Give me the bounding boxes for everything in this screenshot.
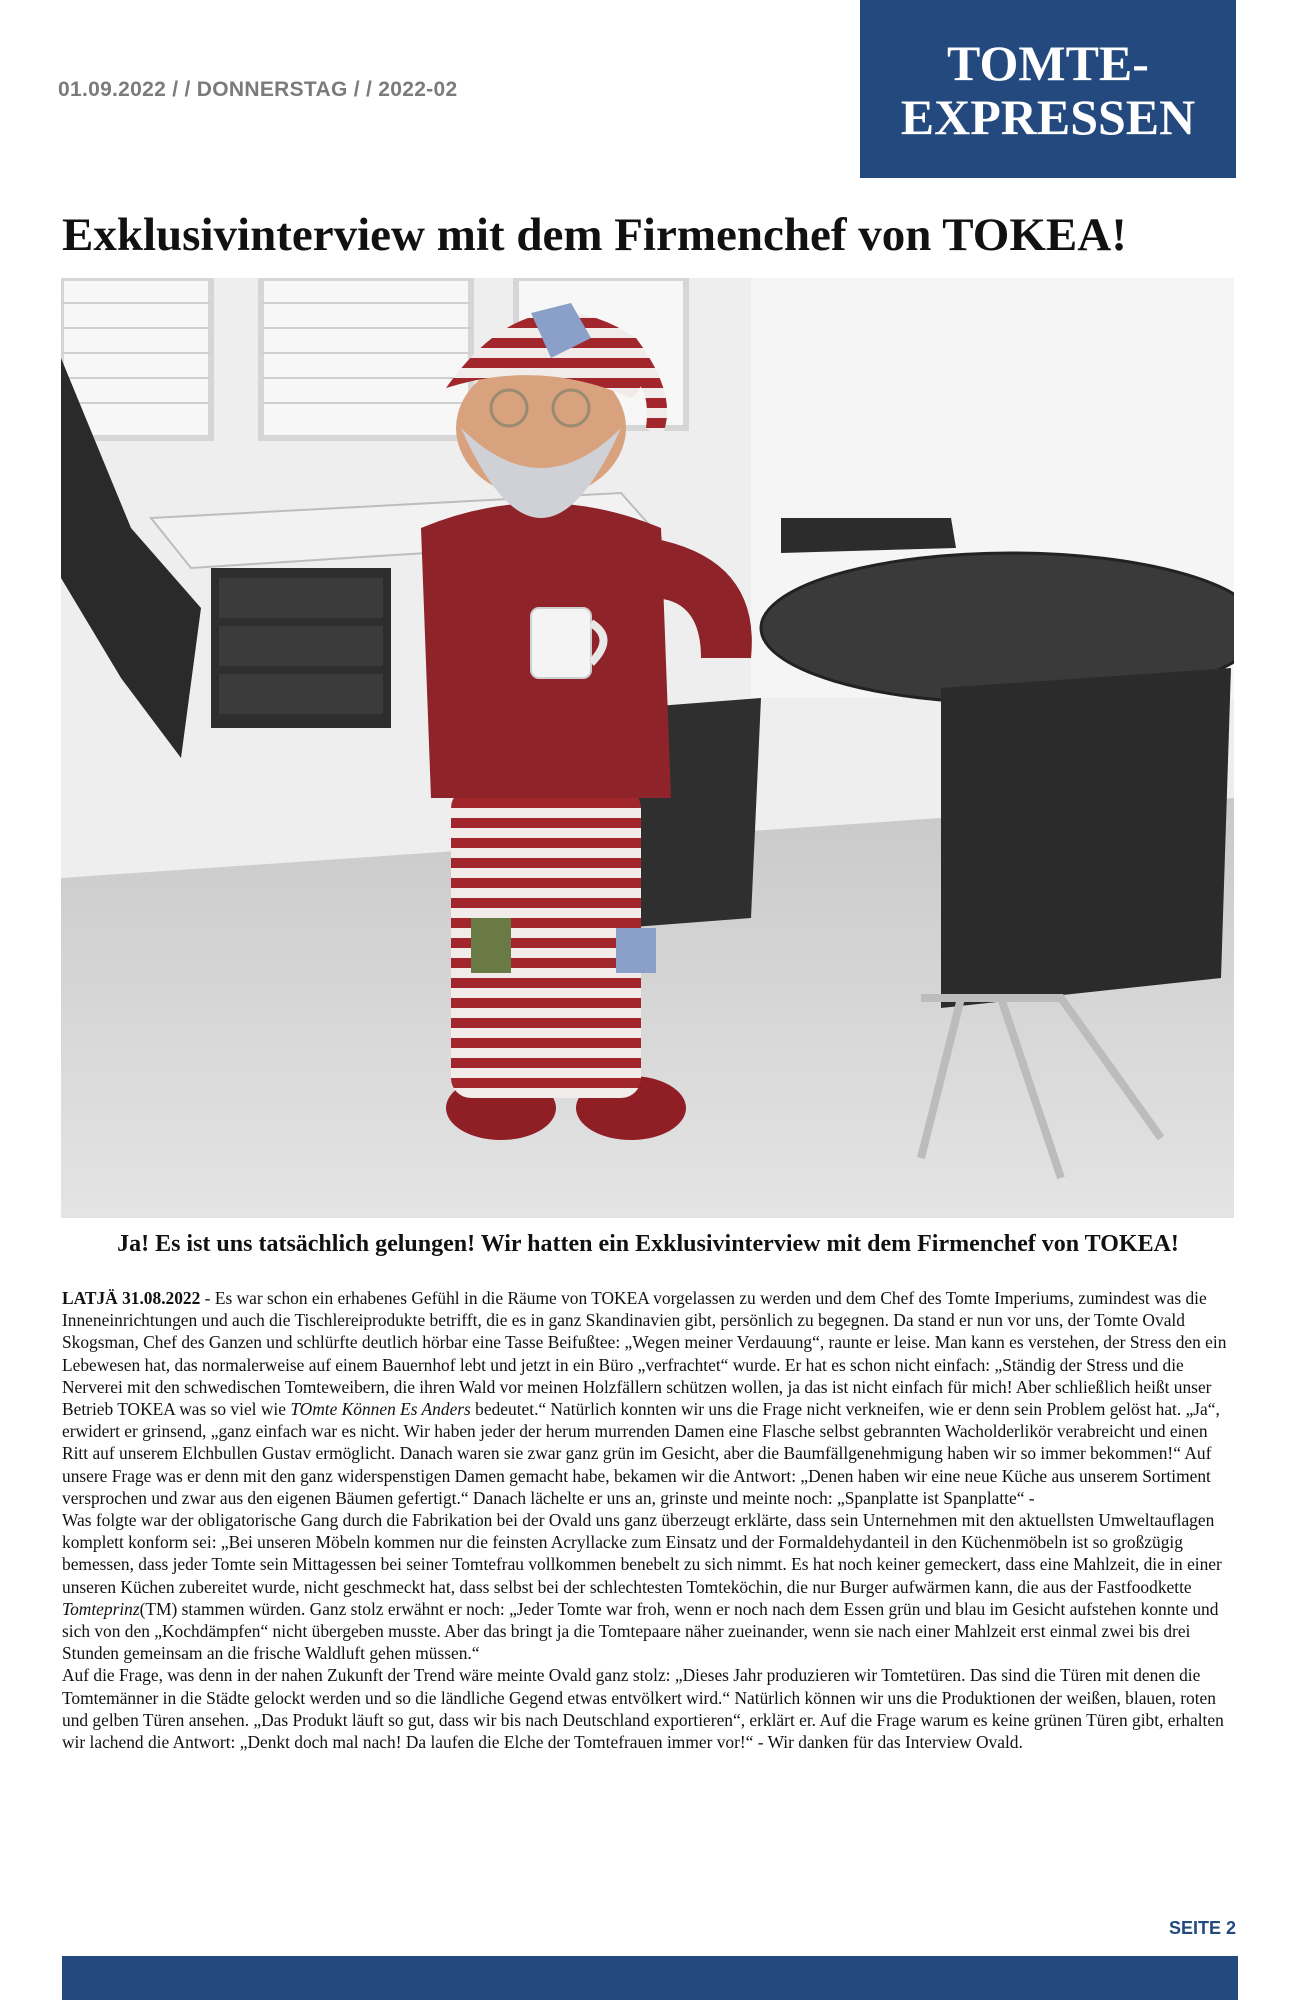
article-paragraph: [62, 1287, 1234, 1509]
page-number: SEITE 2: [1168, 1918, 1236, 1938]
article-body: [62, 1287, 1234, 1753]
article-subheadline: Ja! Es ist uns tatsächlich gelungen! Wir hatten ein Exklusivinterview mit dem Firmenchef von TOKEA!: [117, 1231, 1179, 1257]
paragraph-italic: Tomteprinz: [62, 1598, 140, 1619]
masthead-logo: [860, 0, 1236, 178]
issue-number: 2022-02: [378, 78, 458, 101]
footer-bar: [62, 1956, 1238, 2000]
article-paragraph: Auf die Frage, was denn in der nahen Zukunft der Trend wäre meinte Ovald ganz stolz: „Dieses Jahr produzieren wir Tomtetüren. Das sind die Türen mit denen die Tomtemänner in die Städte gelockt werden und so die ländliche Gegend etwas entvölkert wird.“ Natürlich können wir uns die Produktionen der weißen, blauen, roten und gelben Türen ansehen. „Das Produkt läuft so gut, dass wir bis nach Deutschland exportieren“, erklärt er. Auf die Frage warum es keine grünen Türen gibt, erhalten wir lachend die Antwort: „Denkt doch mal nach! Da laufen die Elche der Tomtefrauen immer vor!“ - Wir danken für das Interview Ovald.: [62, 1665, 1224, 1753]
masthead-line-2: EXPRESSEN: [900, 89, 1196, 145]
article-paragraph: [62, 1509, 1234, 1664]
article-photo: [61, 278, 1234, 1218]
paragraph-text: Was folgte war der obligatorische Gang durch die Fabrikation bei der Ovald uns ganz überzeugt erklärte, dass sein Unternehmen mit den aktuellsten Umweltauflagen komplett konform sei: „Bei unseren Möbeln kommen nur die feinsten Acryllacke zum Einsatz und der Formaldehydanteil in den Küchenmöbeln ist so großzügig bemessen, dass jeder Tomte sein Mittagessen bei seiner Tomtefrau vollkommen benebelt zu sich nimmt. Es hat noch keiner gemeckert, dass eine Mahlzeit, die in einer unseren Küchen zubereitet wurde, nicht geschmeckt hat, dass selbst bei der schlechtesten Tomteköchin, die nur Burger aufwärmen kann, die aus der Fastfoodkette: [62, 1510, 1222, 1597]
dateline-separator: / /: [172, 78, 191, 101]
issue-weekday: DONNERSTAG: [196, 78, 348, 101]
article-dateline: LATJÄ 31.08.2022: [62, 1288, 201, 1308]
paragraph-italic: TOmte Können Es Anders: [290, 1399, 471, 1420]
issue-date: 01.09.2022: [58, 78, 167, 101]
issue-dateline: [58, 78, 457, 102]
paragraph-text: (TM) stammen würden. Ganz stolz erwähnt er noch: „Jeder Tomte war froh, wenn er noch nach dem Essen grün und blau im Gesicht aufstehen konnte und sich von den „Kochdämpfen“ nicht übergeben musste. Aber das bringt ja die Tomtepaare näher zueinander, wenn sie nach einer Mahlzeit erst einmal zwei bis drei Stunden gemeinsam an die frische Waldluft gehen müssen.“: [62, 1598, 1219, 1664]
paragraph-text: bedeutet.“ Natürlich konnten wir uns die Frage nicht verkneifen, wie er denn sein Problem gelöst hat. „Ja“, erwidert er grinsend, „ganz einfach war es nicht. Wir haben jeder der herum murrenden Damen eine Flasche selbst gebrannten Wacholderlikör verabreicht und einen Ritt auf unserem Elchbullen Gustav ermöglicht. Danach waren sie zwar ganz grün im Gesicht, aber die Baumfällgenehmigung haben wir so immer bekommen!“ Auf unsere Frage was er denn mit den ganz widerspenstigen Damen gemacht habe, bekamen wir die Antwort: „Denen haben wir eine neue Küche aus unserem Sortiment versprochen und zwar aus den eigenen Bäumen gefertigt.“ Danach lächelte er uns an, grinste und meinte noch: „Spanplatte ist Spanplatte“ -: [62, 1399, 1220, 1508]
masthead-line-1: TOMTE-: [947, 35, 1149, 91]
dateline-separator: / /: [353, 78, 373, 101]
paragraph-text: - Es war schon ein erhabenes Gefühl in die Räume von TOKEA vorgelassen zu werden und dem Chef des Tomte Imperiums, zumindest was die Inneneinrichtungen und auch die Tischlereiprodukte betrifft, die es in ganz Skandinavien gibt, persönlich zu begegnen. Da stand er nun vor uns, der Tomte Ovald Skogsman, Chef des Ganzen und schlürfte deutlich hörbar eine Tasse Beifußtee: „Wegen meiner Verdauung“, raunte er leise. Man kann es verstehen, der Stress den ein Lebewesen hat, das normalerweise auf einem Bauernhof lebt und jetzt in ein Büro „verfrachtet“ wurde. Er hat es schon nicht einfach: „Ständig der Stress und die Nerverei mit den schwedischen Tomteweibern, die ihren Wald vor meinen Holzfällern schützen wollen, ja das ist nicht einfach für mich! Aber schließlich heißt unser Betrieb TOKEA was so viel wie: [62, 1288, 1227, 1420]
article-headline: Exklusivinterview mit dem Firmenchef von TOKEA!: [62, 209, 1127, 261]
